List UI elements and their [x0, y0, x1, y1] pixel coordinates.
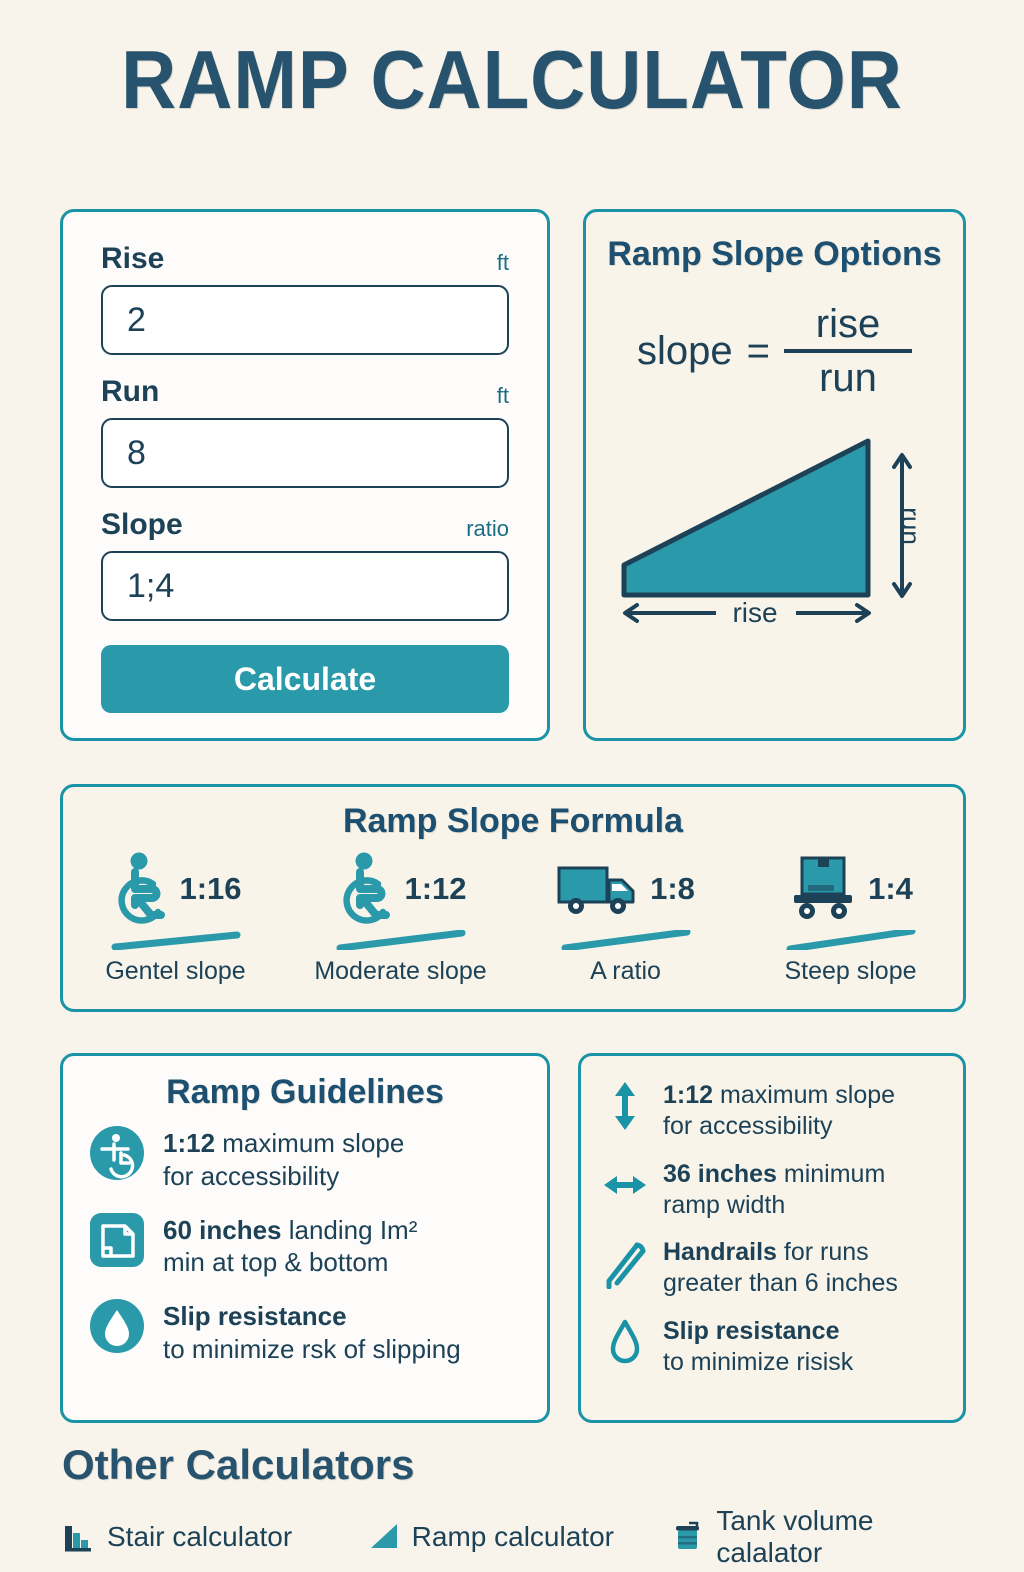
requirement-item-width-rest: minimum [776, 1159, 886, 1188]
landing-badge-icon [89, 1212, 145, 1268]
field-slope-head [101, 508, 509, 542]
requirement-item-width-lead: 36 inches [663, 1159, 777, 1188]
formula-numerator: rise [815, 302, 881, 347]
requirement-item-handrails-lead: Handrails [663, 1238, 777, 1266]
requirement-item-slip-line2: to minimize risisk [663, 1347, 854, 1376]
guideline-item-landing-rest: landing Im² [281, 1214, 418, 1245]
field-run-label: Run [101, 375, 160, 408]
slope-input[interactable]: 1;4 [101, 551, 509, 621]
requirement-item-handrails-text [663, 1237, 898, 1300]
requirement-item-width-text [663, 1159, 885, 1222]
field-slope [101, 508, 509, 621]
slope-item-moderate-ratio: 1:12 [404, 871, 467, 907]
link-stair-calculator[interactable] [62, 1505, 367, 1569]
guidelines-title: Ramp Guidelines [166, 1073, 444, 1111]
field-run-head [101, 375, 509, 409]
slope-line-gentle-icon [111, 930, 241, 950]
formula-denominator: run [819, 356, 877, 401]
run-dimension-label: run [896, 507, 926, 546]
fraction-bar [784, 349, 912, 353]
guideline-item-slip-lead: Slip resistance [163, 1301, 347, 1332]
slope-line-moderate-icon [336, 930, 466, 950]
link-ramp-calculator-label: Ramp calculator [411, 1521, 614, 1552]
ramp-guidelines-panel [60, 1053, 550, 1423]
slope-item-moderate [288, 848, 513, 986]
slope-item-truck-ratio: 1:8 [650, 871, 695, 907]
page-title: RAMP CALCULATOR [121, 33, 903, 126]
guidelines-list [89, 1125, 521, 1364]
requirements-list [603, 1080, 943, 1378]
requirement-item-slope-lead: 1:12 [663, 1081, 714, 1109]
field-slope-unit: ratio [466, 516, 509, 541]
link-tank-volume-calculator-label: Tank volume calalator [716, 1505, 874, 1568]
requirement-item-width [603, 1159, 943, 1222]
slope-item-gentle-caption: Gentel slope [105, 957, 246, 986]
requirement-item-slip-text [663, 1316, 853, 1379]
other-calculators-links [62, 1505, 972, 1569]
slope-item-truck-caption: A ratio [590, 957, 661, 986]
other-calculators-section [62, 1441, 972, 1569]
guideline-item-slip-line2: to minimize rsk of slipping [163, 1333, 461, 1364]
slope-item-gentle-top [63, 848, 288, 930]
field-rise-head [101, 242, 509, 276]
requirement-item-slope-text [663, 1080, 895, 1143]
slope-item-truck [513, 848, 738, 986]
wheelchair-badge-icon [89, 1125, 145, 1181]
link-ramp-calculator[interactable] [367, 1505, 672, 1569]
field-run [101, 375, 509, 488]
field-rise-label: Rise [101, 242, 165, 275]
ramp-calculator-form [60, 209, 550, 741]
slope-formula-title: Ramp Slope Formula [342, 802, 684, 840]
ramp-diagram [606, 417, 943, 627]
requirement-item-handrails-line2: greater than 6 inches [663, 1269, 898, 1298]
guideline-item-landing-lead: 60 inches [163, 1214, 282, 1245]
rise-dimension-label: rise [732, 597, 778, 628]
slope-item-truck-top [513, 848, 738, 930]
field-slope-label: Slope [101, 508, 183, 541]
run-input[interactable]: 8 [101, 418, 509, 488]
ramp-wedge-shape [624, 441, 868, 595]
horizontal-arrow-icon [603, 1159, 647, 1211]
requirement-item-handrails-rest: for runs [776, 1238, 869, 1266]
guideline-item-slip-text [163, 1298, 461, 1364]
slope-line-truck-icon [561, 930, 691, 950]
requirement-item-slip-lead: Slip resistance [663, 1316, 840, 1345]
wheelchair-icon [334, 852, 396, 926]
slope-options-title: Ramp Slope Options [607, 235, 942, 273]
guideline-item-slope-text [163, 1125, 404, 1191]
formula-fraction [784, 303, 912, 399]
ramp-diagram-svg [606, 417, 949, 627]
requirement-item-slope-line2: for accessibility [663, 1112, 833, 1141]
truck-icon [556, 858, 642, 920]
wheelchair-icon [109, 852, 171, 926]
guideline-item-landing [89, 1212, 521, 1278]
slope-item-steep-caption: Steep slope [784, 957, 917, 986]
tank-icon [671, 1520, 705, 1554]
guideline-item-slope-rest: maximum slope [215, 1128, 405, 1159]
formula-equals-sign: = [746, 328, 770, 373]
slope-formula-expression [606, 303, 943, 399]
ramp-slope-options-panel [583, 209, 966, 741]
slope-item-moderate-caption: Moderate slope [314, 957, 487, 986]
requirement-item-slope-rest: maximum slope [713, 1081, 896, 1109]
field-rise [101, 242, 509, 355]
slope-item-gentle-ratio: 1:16 [179, 871, 242, 907]
calculate-button[interactable]: Calculate [101, 645, 509, 713]
ramp-slope-formula-panel [60, 784, 966, 1012]
requirement-item-handrails [603, 1237, 943, 1300]
guideline-item-landing-text [163, 1212, 417, 1278]
guideline-item-slip [89, 1298, 521, 1364]
other-calculators-title: Other Calculators [62, 1441, 415, 1488]
ramp-requirements-panel [578, 1053, 966, 1423]
requirement-item-slope [603, 1080, 943, 1143]
cart-icon [788, 855, 860, 923]
guideline-item-landing-line2: min at top & bottom [163, 1247, 389, 1278]
link-stair-calculator-label: Stair calculator [107, 1521, 293, 1552]
rise-input[interactable]: 2 [101, 285, 509, 355]
slope-line-steep-icon [786, 930, 916, 950]
formula-slope-word: slope [637, 328, 733, 373]
field-rise-unit: ft [496, 250, 509, 275]
droplet-outline-icon [603, 1316, 647, 1368]
slope-formula-items [63, 848, 963, 986]
vertical-arrow-icon [603, 1080, 647, 1132]
droplet-badge-icon [89, 1298, 145, 1354]
link-tank-volume-calculator[interactable] [671, 1505, 972, 1569]
guideline-item-slope-line2: for accessibility [163, 1160, 340, 1191]
slope-item-steep [738, 848, 963, 986]
requirement-item-slip [603, 1316, 943, 1379]
handrail-icon [603, 1237, 647, 1289]
slope-item-gentle [63, 848, 288, 986]
guideline-item-slope [89, 1125, 521, 1191]
field-run-unit: ft [496, 383, 509, 408]
slope-item-moderate-top [288, 848, 513, 930]
requirement-item-width-line2: ramp width [663, 1190, 786, 1219]
ramp-icon [367, 1520, 401, 1554]
slope-item-steep-top [738, 848, 963, 930]
stairs-icon [62, 1520, 96, 1554]
slope-item-steep-ratio: 1:4 [868, 871, 913, 907]
guideline-item-slope-lead: 1:12 [163, 1128, 216, 1159]
